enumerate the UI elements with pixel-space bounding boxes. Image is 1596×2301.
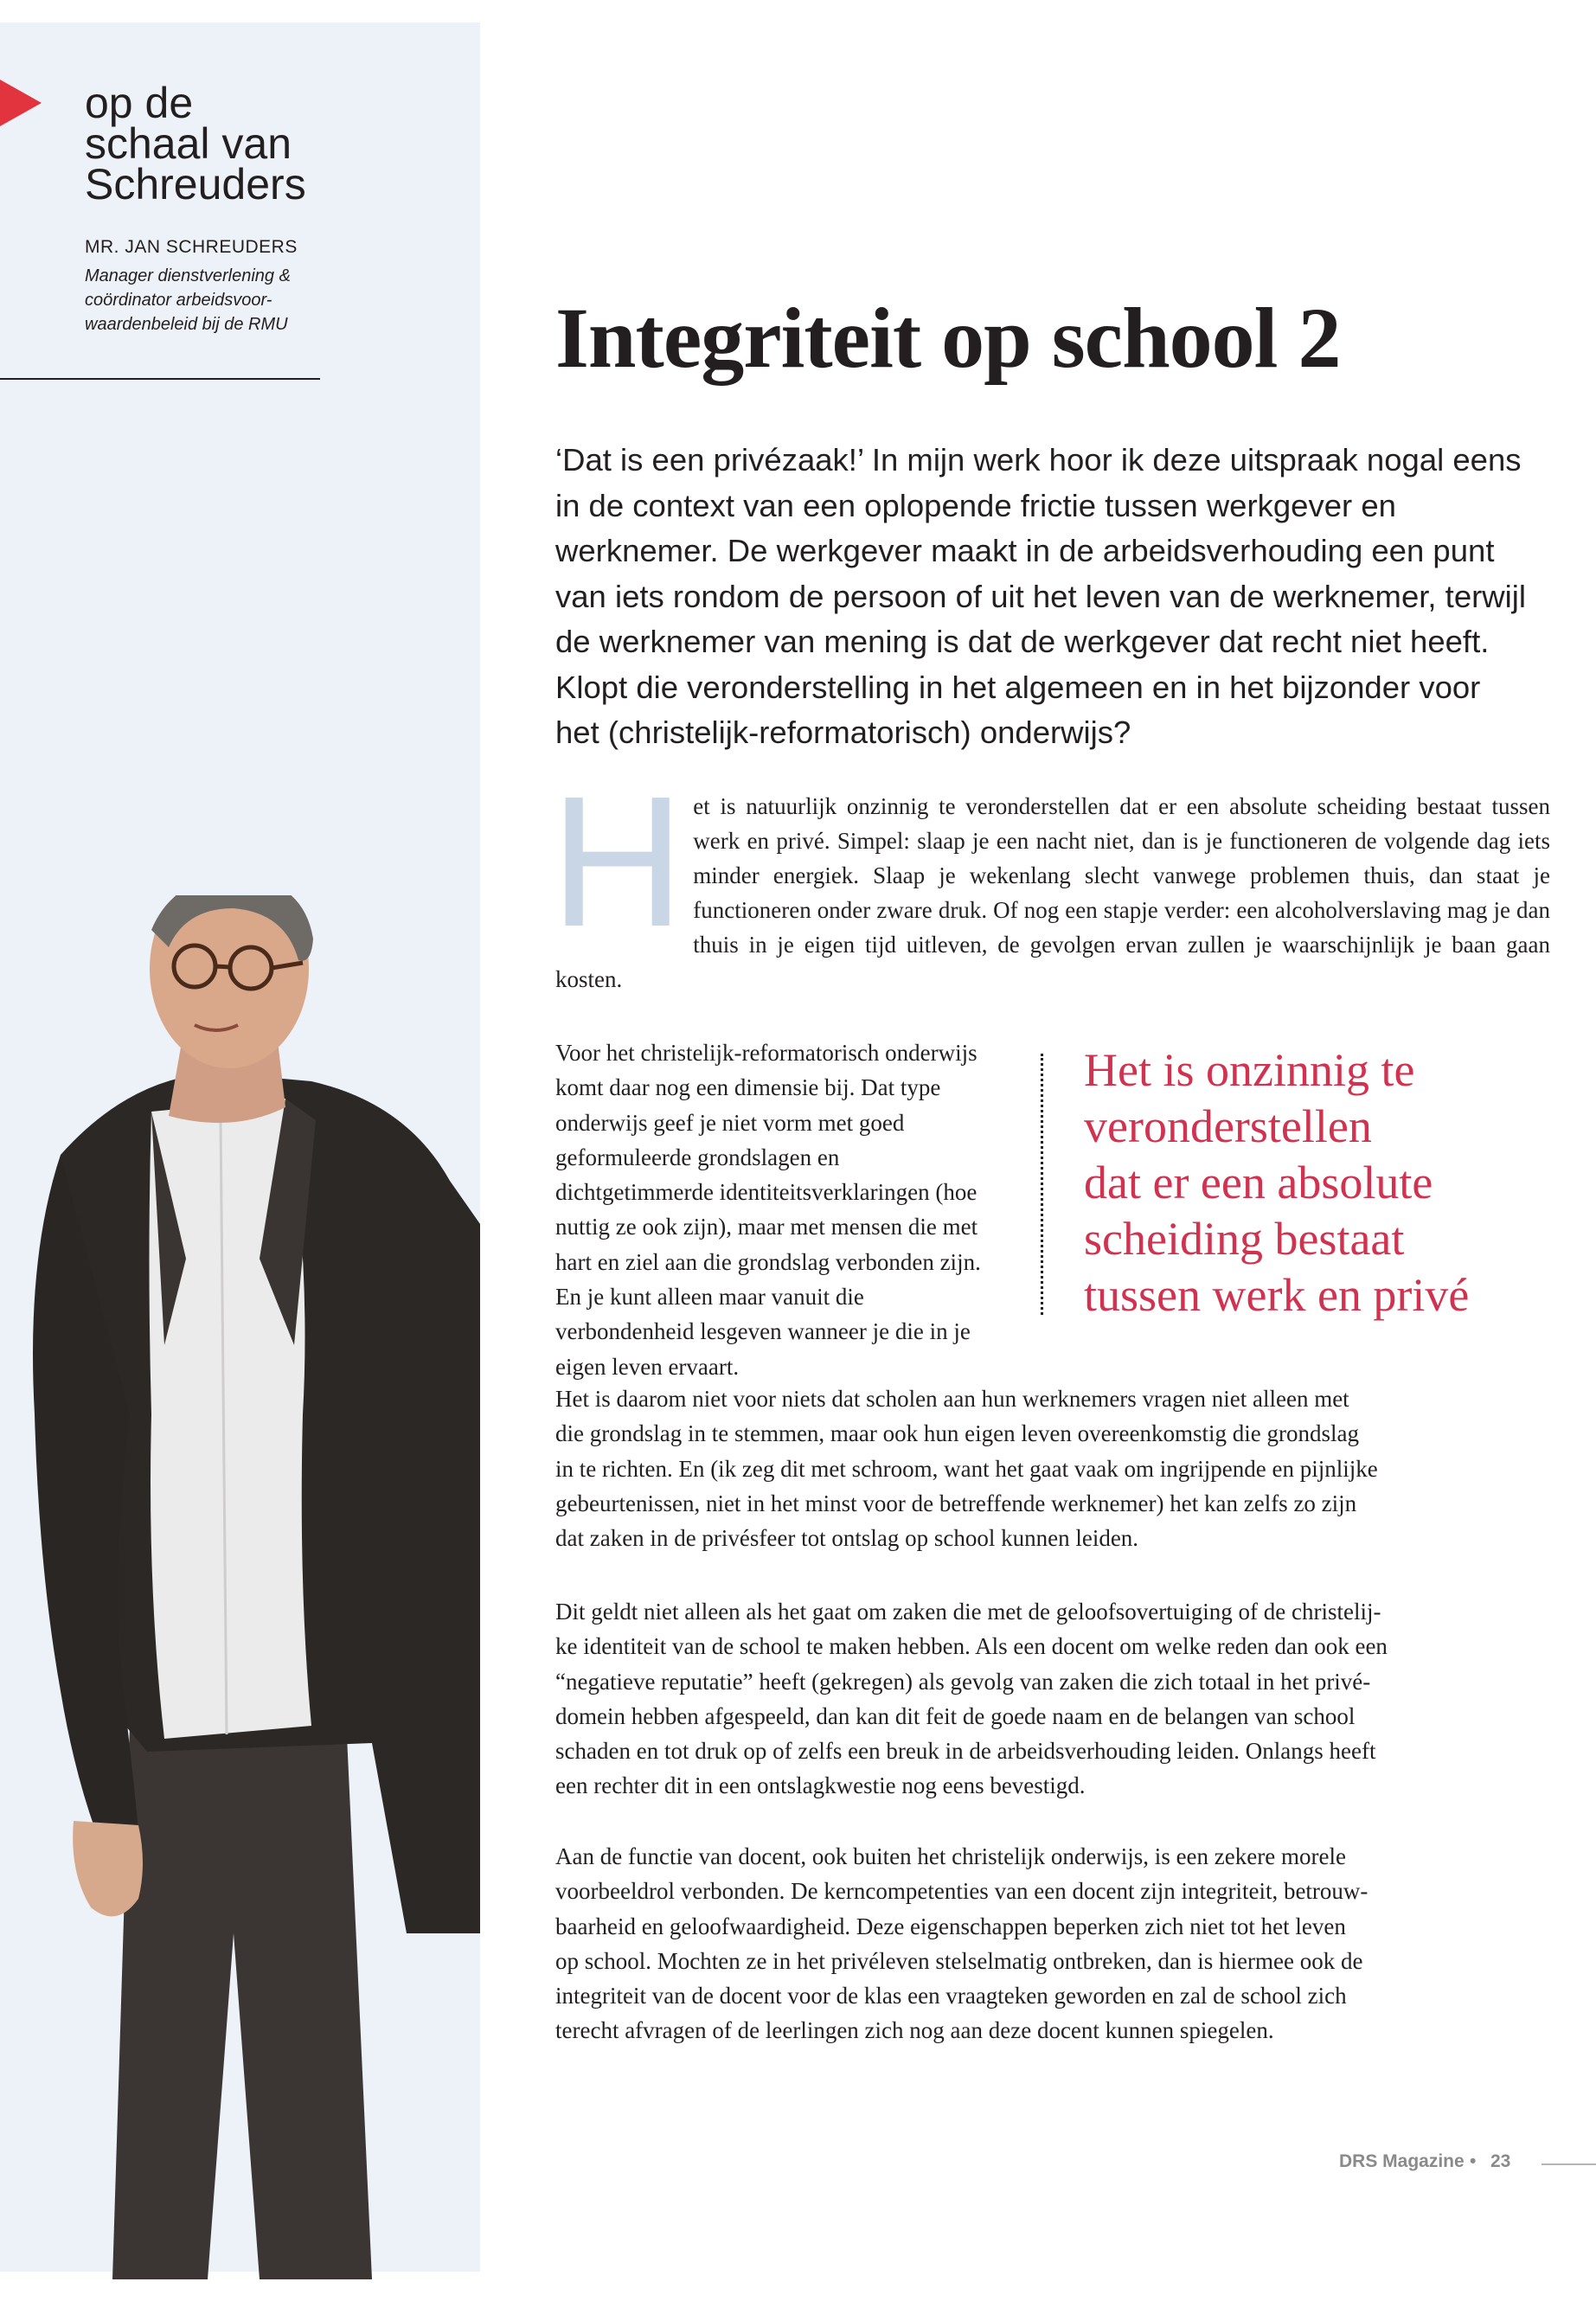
footer-page-number: 23 — [1490, 2151, 1511, 2171]
article-paragraph-4: Aan de functie van docent, ook buiten het christelijk onderwijs, is een zekere morele voorbeeldrol verbonden. De kerncompetenties van een docent zijn integriteit, betrouw- baarheid en geloofwaardigheid. Deze eigenschappen beperken zich niet tot het leven op school. Mochten ze in het privéleven stelselmatig ontbreken, dan is hiermee ook de integriteit van de docent voor de klas een vraagteken geworden en zal de school zich terecht afvragen of de leerlingen zich nog aan deze docent kunnen spiegelen. — [555, 1843, 1368, 2044]
author-portrait — [0, 895, 480, 2284]
pull-quote: Het is onzinnig te veronderstellen dat er een absolute scheiding bestaat tussen werk en privé — [1084, 1044, 1470, 1321]
drop-cap: H — [550, 757, 685, 965]
article-paragraph-2-narrow: Voor het christelijk-reformatorisch onderwijs komt daar nog een dimensie bij. Dat type onderwijs geef je niet vorm met goed geformuleerde grondslagen en dichtgetimmerde identiteitsverklaringen (hoe nuttig ze ook zijn), maar met mensen die met hart en ziel aan die grondslag verbonden zijn. En je kunt alleen maar vanuit die verbondenheid lesgeven wanneer je die in je eigen leven ervaart. — [555, 1040, 981, 1380]
article-paragraph-1 — [550, 757, 1550, 997]
article-title: Integriteit op school 2 — [555, 290, 1341, 386]
pull-quote-divider — [1041, 1054, 1043, 1315]
paragraph-1-text: et is natuurlijk onzinnig te veronderstellen dat er een absolute scheiding bestaat tussen werk en privé. Simpel: slaap je een nacht niet, dan is je functioneren de volgende dag iets minder energiek. Slaap je wekenlang slecht vanwege problemen thuis, dan staat je functioneren onder zware druk. Of nog een stapje verder: een alcoholverslaving mag je dan thuis in je eigen tijd uitleven, de gevolgen ervan zullen je waarschijnlijk je baan gaan kosten. — [555, 793, 1550, 992]
column-marker-icon — [0, 80, 42, 126]
article-paragraph-2-wide: Het is daarom niet voor niets dat scholen aan hun werknemers vragen niet alleen met die grondslag in te stemmen, maar ook hun eigen leven overeenkomstig die grondslag in te richten. En (ik zeg dit met schroom, want het gaat vaak om ingrijpende en pijnlijke gebeurtenissen, niet in het minst voor de betreffende werknemer) het kan zelfs zo zijn dat zaken in de privésfeer tot ontslag op school kunnen leiden. — [555, 1386, 1378, 1552]
article-paragraph-3: Dit geldt niet alleen als het gaat om zaken die met de geloofsovertuiging of de christelij- ke identiteit van de school te maken hebben. Als een docent om welke reden dan ook een “negatieve reputatie” heeft (gekregen) als gevolg van zaken die zich totaal in het privé- domein hebben afgespeeld, dan kan dit feit de goede naam en de belangen van school schaden en tot druk op of zelfs een breuk in de arbeidsverhouding leiden. Onlangs heeft een rechter dit in een ontslagkwestie nog eens bevestigd. — [555, 1599, 1388, 1799]
footer-rule — [1542, 2163, 1596, 2165]
column-title: op de schaal van Schreuders — [85, 79, 306, 208]
author-role: Manager dienstverlening & coördinator arbeidsvoor-waardenbeleid bij de RMU — [85, 266, 291, 334]
author-name: MR. JAN SCHREUDERS — [85, 237, 298, 257]
sidebar-divider — [0, 378, 320, 380]
article-intro: ‘Dat is een privézaak!’ In mijn werk hoor ik deze uitspraak nogal eens in de context van een oplopende frictie tussen werkgever en werknemer. De werkgever maakt in de arbeidsverhouding een punt van iets rondom de persoon of uit het leven van de werknemer, terwijl de werknemer van mening is dat de werkgever dat recht niet heeft. Klopt die veronderstelling in het algemeen en in het bijzonder voor het (christelijk-reformatorisch) onderwijs? — [555, 442, 1526, 750]
footer-magazine-name: DRS Magazine — [1339, 2151, 1465, 2171]
footer-separator: • — [1470, 2151, 1477, 2171]
